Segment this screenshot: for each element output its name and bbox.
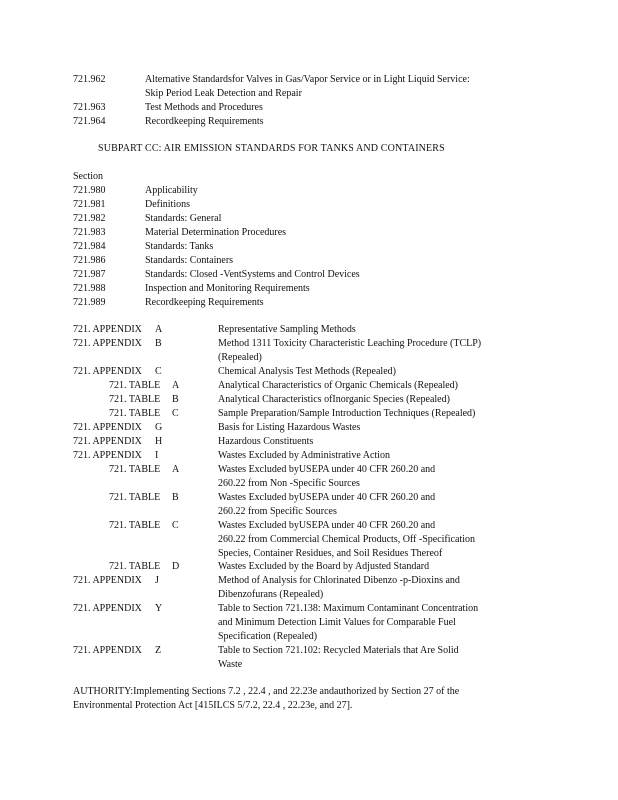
appendix-title — [218, 602, 530, 643]
title-line: Table to Section 721.102: Recycled Materials that Are Solid — [218, 645, 459, 656]
section-title: Standards: Tanks — [145, 241, 214, 252]
appendix-label: 721. APPENDIX — [73, 422, 142, 433]
section-number: 721.986 — [73, 255, 106, 266]
table-label: 721. TABLE — [109, 394, 161, 405]
appendix-letter: G — [155, 422, 163, 433]
appendix-title — [218, 644, 530, 672]
section-label: Section — [73, 171, 103, 182]
title-line: 260.22 from Specific Sources — [218, 505, 337, 517]
appendix-title — [218, 337, 530, 365]
table-label: 721. TABLE — [109, 561, 161, 572]
title-line: Method of Analysis for Chlorinated Dibenzo -p-Dioxins and — [218, 575, 460, 586]
title-line: Wastes Excluded byUSEPA under 40 CFR 260.20 and — [218, 520, 436, 531]
authority-line: Environmental Protection Act [415ILCS 5/7.2, 22.4 , 22.23e, and 27]. — [73, 699, 353, 711]
title-line: Analytical Characteristics ofInorganic Species (Repealed) — [218, 394, 450, 405]
table-letter: C — [172, 408, 179, 419]
title-line: Basis for Listing Hazardous Wastes — [218, 422, 361, 433]
table-title — [218, 379, 530, 393]
appendix-label: 721. APPENDIX — [73, 603, 142, 614]
section-number: 721.962 — [73, 74, 106, 85]
title-line: Table to Section 721.138: Maximum Contaminant Concentration — [218, 603, 479, 614]
title-line: Wastes Excluded byUSEPA under 40 CFR 260.20 and — [218, 464, 436, 475]
appendix-label: 721. APPENDIX — [73, 436, 142, 447]
appendix-letter: I — [155, 450, 159, 461]
appendix-letter: Y — [155, 603, 163, 614]
table-letter: B — [172, 394, 179, 405]
title-line: Chemical Analysis Test Methods (Repealed) — [218, 366, 396, 377]
appendix-title — [218, 449, 530, 463]
table-title — [218, 463, 530, 491]
title-line: Dibenzofurans (Repealed) — [218, 588, 324, 600]
title-line: Hazardous Constituents — [218, 436, 314, 447]
title-line: Representative Sampling Methods — [218, 324, 356, 335]
table-label: 721. TABLE — [109, 520, 161, 531]
table-letter: A — [172, 380, 180, 391]
appendix-label: 721. APPENDIX — [73, 645, 142, 656]
section-title: Definitions — [145, 199, 190, 210]
section-number: 721.983 — [73, 227, 106, 238]
title-line: Specification (Repealed) — [218, 630, 318, 642]
section-title: Material Determination Procedures — [145, 227, 287, 238]
table-letter: C — [172, 520, 179, 531]
table-label: 721. TABLE — [109, 464, 161, 475]
section-number: 721.982 — [73, 213, 106, 224]
table-title — [218, 560, 530, 574]
section-number: 721.963 — [73, 102, 106, 113]
appendix-label: 721. APPENDIX — [73, 324, 142, 335]
appendix-title — [218, 421, 530, 435]
table-label: 721. TABLE — [109, 492, 161, 503]
title-line: Wastes Excluded byUSEPA under 40 CFR 260.20 and — [218, 492, 436, 503]
section-number: 721.964 — [73, 116, 106, 127]
title-line: Sample Preparation/Sample Introduction Techniques (Repealed) — [218, 408, 476, 419]
section-number: 721.988 — [73, 283, 106, 294]
appendix-title — [218, 323, 530, 337]
section-title-continued: Skip Period Leak Detection and Repair — [145, 88, 302, 99]
section-title: Inspection and Monitoring Requirements — [145, 283, 310, 294]
section-title: Recordkeeping Requirements — [145, 297, 264, 308]
table-title — [218, 393, 530, 407]
title-line: Analytical Characteristics of Organic Chemicals (Repealed) — [218, 380, 458, 391]
title-line: Species, Container Residues, and Soil Residues Thereof — [218, 547, 443, 559]
table-letter: B — [172, 492, 179, 503]
table-title — [218, 519, 530, 560]
appendix-letter: C — [155, 366, 162, 377]
appendix-label: 721. APPENDIX — [73, 575, 142, 586]
appendix-label: 721. APPENDIX — [73, 338, 142, 349]
appendix-label: 721. APPENDIX — [73, 366, 142, 377]
section-title: Recordkeeping Requirements — [145, 116, 264, 127]
appendix-title — [218, 435, 530, 449]
title-line: 260.22 from Non -Specific Sources — [218, 477, 360, 489]
table-letter: D — [172, 561, 180, 572]
section-title: Test Methods and Procedures — [145, 102, 263, 113]
title-line: Method 1311 Toxicity Characteristic Leaching Procedure (TCLP) — [218, 338, 482, 349]
appendix-letter: J — [155, 575, 159, 586]
table-title — [218, 491, 530, 519]
title-line: (Repealed) — [218, 351, 262, 363]
section-number: 721.989 — [73, 297, 106, 308]
table-letter: A — [172, 464, 180, 475]
appendix-label: 721. APPENDIX — [73, 450, 142, 461]
appendix-letter: H — [155, 436, 163, 447]
authority-line: AUTHORITY:Implementing Sections 7.2 , 22.4 , and 22.23e andauthorized by Section 27 of the — [73, 686, 460, 697]
appendix-letter: Z — [155, 645, 162, 656]
table-label: 721. TABLE — [109, 380, 161, 391]
subpart-heading: SUBPART CC: AIR EMISSION STANDARDS FOR TANKS AND CONTAINERS — [98, 143, 445, 154]
section-title: Alternative Standardsfor Valves in Gas/Vapor Service or in Light Liquid Service: — [145, 74, 470, 85]
authority-text — [73, 685, 539, 713]
section-title: Standards: Containers — [145, 255, 234, 266]
appendix-letter: B — [155, 338, 162, 349]
section-title: Standards: Closed -VentSystems and Control Devices — [145, 269, 360, 280]
section-title: Standards: General — [145, 213, 222, 224]
appendix-title — [218, 365, 530, 379]
title-line: Wastes Excluded by the Board by Adjusted Standard — [218, 561, 430, 572]
title-line: Wastes Excluded by Administrative Action — [218, 450, 390, 461]
appendix-letter: A — [155, 324, 163, 335]
section-number: 721.984 — [73, 241, 106, 252]
section-title: Applicability — [145, 185, 198, 196]
section-number: 721.980 — [73, 185, 106, 196]
appendix-title — [218, 574, 530, 602]
title-line: Waste — [218, 658, 243, 670]
title-line: 260.22 from Commercial Chemical Products, Off -Specification — [218, 533, 475, 545]
title-line: and Minimum Detection Limit Values for Comparable Fuel — [218, 616, 456, 628]
section-number: 721.981 — [73, 199, 106, 210]
table-label: 721. TABLE — [109, 408, 161, 419]
table-title — [218, 407, 530, 421]
section-number: 721.987 — [73, 269, 106, 280]
